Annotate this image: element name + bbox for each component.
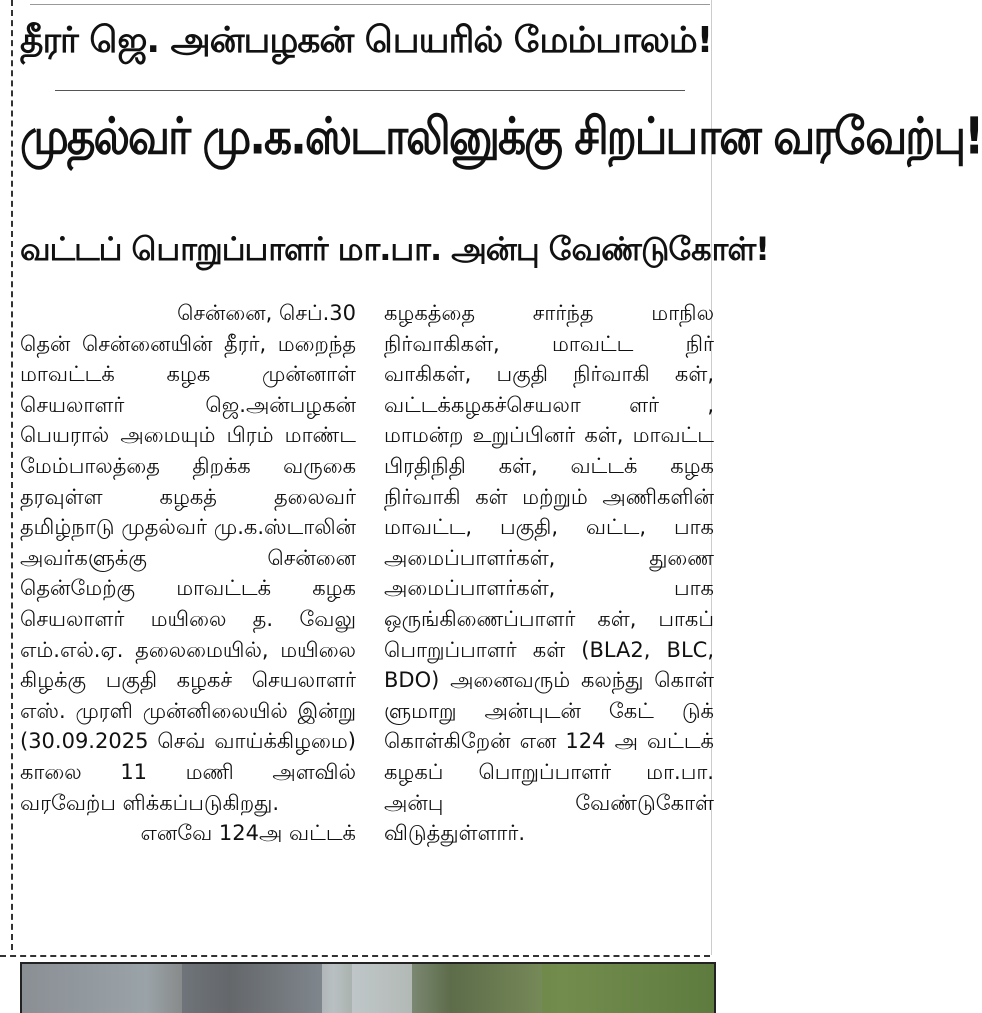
article-paragraph-1: தென் சென்னையின் தீரர், மறைந்த மாவட்டக் கழக முன்னாள் செயலாளர் ஜெ.அன்பழகன் பெயரால் அமையும் பிரம் மாண்ட மேம்பாலத்தை திறக்க வருகை தரவுள்ள கழகத் தலைவர் தமிழ்நாடு முதல்வர் மு.க.ஸ்டாலின் அவர்களுக்கு சென்னை தென்மேற்கு மாவட்டக் கழக செயலாளர் மயிலை த. வேலு எம்.எல்.ஏ. தலைமையில், மயிலை கிழக்கு பகுதி கழகச் செயலாளர் எஸ். முரளி முன்னிலையில் இன்று (30.09.2025 செவ் வாய்க்கிழமை) காலை 11 மணி அளவில் வரவேற்ப ளிக்கப்படுகிறது.: [20, 331, 356, 815]
headline-primary: தீரர் ஜெ. அன்பழகன் பெயரில் மேம்பாலம்!: [20, 20, 713, 61]
photo-image: [20, 962, 716, 1013]
left-dashed-border: [11, 0, 13, 950]
article-column-right: [384, 298, 714, 849]
bottom-dashed-border: [0, 955, 710, 957]
article-paragraph-2: எனவே 124அ வட்டக்: [140, 821, 356, 846]
top-border: [30, 4, 710, 5]
headline-sub: வட்டப் பொறுப்பாளர் மா.பா. அன்பு வேண்டுகோள்!: [20, 230, 769, 268]
headline-main: முதல்வர் மு.க.ஸ்டாலினுக்கு சிறப்பான வரவேற்பு!: [20, 107, 982, 167]
headline-divider: [55, 90, 685, 91]
dateline: சென்னை, செப்.30: [177, 301, 356, 325]
article-column-left: [20, 298, 356, 849]
article-paragraph-3: கழகத்தை சார்ந்த மாநில நிர்வாகிகள், மாவட்ட நிர் வாகிகள், பகுதி நிர்வாகி கள், வட்டக்கழகச்செயலா ளர் , மாமன்ற உறுப்பினர் கள், மாவட்ட பிரதிநிதி கள், வட்டக் கழக நிர்வாகி கள் மற்றும் அணிகளின் மாவட்ட, பகுதி, வட்ட, பாக அமைப்பாளர்கள், துணை அமைப்பாளர்கள், பாக ஒருங்கிணைப்பாளர் கள், பாகப் பொறுப்பாளர் கள் (BLA2, BLC, BDO) அனைவரும் கலந்து கொள் ளுமாறு அன்புடன் கேட் டுக் கொள்கிறேன் என 124 அ வட்டக் கழகப் பொறுப்பாளர் மா.பா. அன்பு வேண்டுகோள் விடுத்துள்ளார்.: [384, 301, 714, 846]
